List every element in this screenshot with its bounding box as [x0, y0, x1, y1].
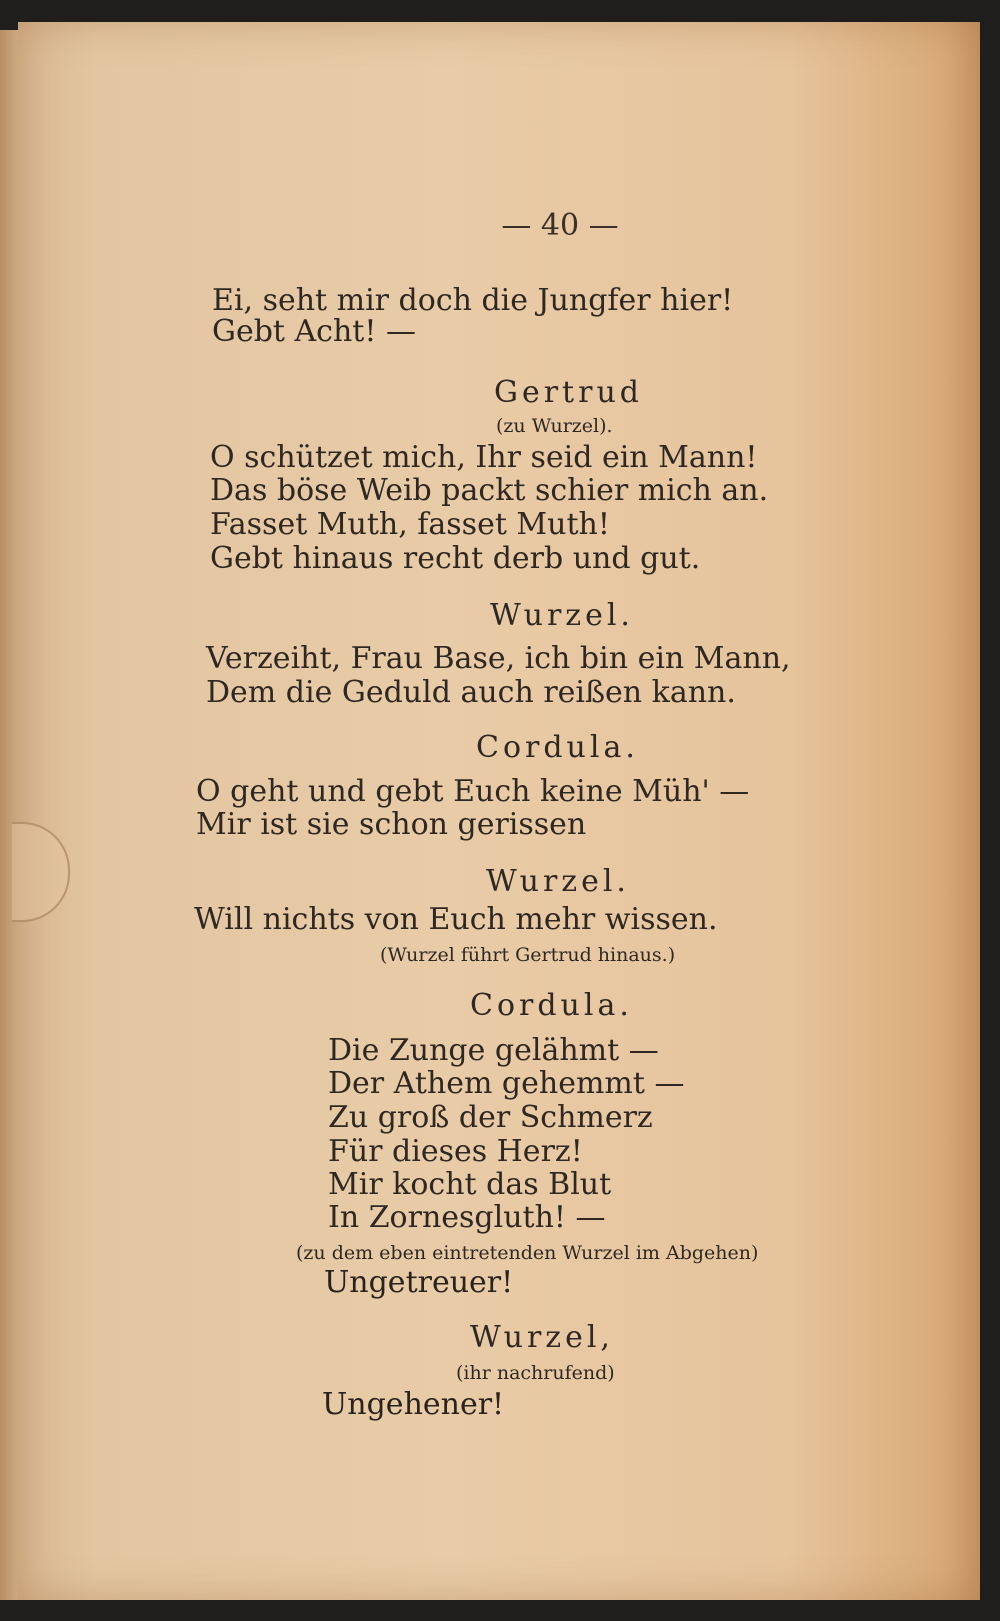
- verse-line: Mir kocht das Blut: [328, 1167, 612, 1202]
- verse-line: Zu groß der Schmerz: [328, 1100, 653, 1135]
- verse-line: Gebt hinaus recht derb und gut.: [210, 541, 701, 576]
- verse-line: Ungehener!: [322, 1387, 505, 1422]
- stage-direction: (zu Wurzel).: [496, 415, 613, 437]
- page-tab-marker: [12, 822, 70, 922]
- verse-line: Für dieses Herz!: [328, 1134, 583, 1169]
- verse-line: Ei, seht mir doch die Jungfer hier!: [212, 283, 734, 318]
- verse-line: Der Athem gehemmt —: [328, 1066, 685, 1101]
- verse-line: Will nichts von Euch mehr wissen.: [194, 902, 718, 937]
- stage-direction: (ihr nachrufend): [456, 1362, 615, 1384]
- verse-line: In Zornesgluth! —: [328, 1200, 606, 1235]
- verse-line: Dem die Geduld auch reißen kann.: [206, 675, 736, 710]
- speaker-name: Cordula.: [470, 988, 633, 1023]
- stage-direction: (zu dem eben eintretenden Wurzel im Abgehen): [296, 1242, 759, 1264]
- verse-line: O geht und gebt Euch keine Müh' —: [196, 774, 750, 809]
- verse-line: Das böse Weib packt schier mich an.: [210, 473, 769, 508]
- page-number: — 40 —: [501, 208, 619, 243]
- speaker-name: Gertrud: [494, 375, 643, 410]
- verse-line: Verzeiht, Frau Base, ich bin ein Mann,: [206, 641, 791, 676]
- verse-line: Ungetreuer!: [324, 1265, 514, 1300]
- stage-direction: (Wurzel führt Gertrud hinaus.): [380, 944, 676, 966]
- speaker-name: Cordula.: [476, 730, 639, 765]
- speaker-name: Wurzel,: [470, 1320, 614, 1355]
- verse-line: Gebt Acht! —: [212, 314, 416, 349]
- verse-line: Die Zunge gelähmt —: [328, 1033, 659, 1068]
- verse-line: Mir ist sie schon gerissen: [196, 807, 587, 842]
- verse-line: Fasset Muth, fasset Muth!: [210, 507, 610, 542]
- verse-line: O schützet mich, Ihr seid ein Mann!: [210, 440, 758, 475]
- speaker-name: Wurzel.: [486, 864, 630, 899]
- speaker-name: Wurzel.: [490, 598, 634, 633]
